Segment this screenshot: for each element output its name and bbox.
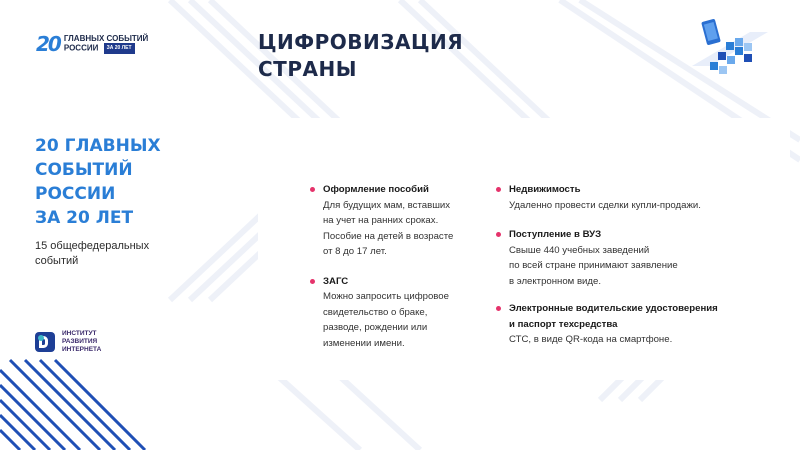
item-text: Свыше 440 учебных заведений (509, 244, 650, 256)
item-text: от 8 до 17 лет. (323, 246, 387, 257)
item-title: и паспорт техсредства (509, 318, 618, 330)
item-text: Удаленно провести сделки купли-продажи. (509, 199, 701, 211)
item-text: по всей стране принимают заявление (509, 260, 678, 271)
slide-title-line2: СТРАНЫ (258, 57, 357, 81)
item-title: Поступление в ВУЗ (509, 229, 602, 240)
bullet-dot (310, 279, 315, 284)
item-title: Электронные водительские удостоверения (509, 303, 718, 314)
services-right-column (495, 182, 765, 358)
item-title: Недвижимость (509, 184, 581, 195)
event-logo (36, 32, 148, 56)
slide-title-line1: ЦИФРОВИЗАЦИЯ (258, 30, 464, 54)
hero-title-line4: ЗА 20 ЛЕТ (35, 208, 134, 228)
institute-logo-line2: РАЗВИТИЯ (62, 338, 98, 345)
bullet-dot (496, 187, 501, 192)
item-text: разводе, рождении или (323, 322, 428, 333)
slide-title (258, 29, 463, 83)
services-left-column (309, 182, 499, 361)
event-logo-line2: РОССИИ (63, 43, 99, 53)
item-title: Оформление пособий (323, 184, 429, 195)
list-item (309, 274, 499, 352)
event-logo-number: 20 (36, 32, 60, 56)
institute-logo (35, 330, 101, 354)
list-item (309, 182, 499, 260)
bullet-dot (310, 187, 315, 192)
hero-subtitle: 15 общефедеральных событий (35, 240, 150, 267)
hero-title-line2: СОБЫТИЙ (35, 160, 133, 180)
item-text: Можно запросить цифровое (323, 291, 449, 302)
item-text: Для будущих мам, вставших (323, 199, 451, 211)
list-item (495, 182, 765, 213)
item-text: изменении имени. (323, 337, 405, 349)
institute-logo-line3: ИНТЕРНЕТА (62, 346, 102, 353)
hero-title (35, 134, 161, 230)
list-item (495, 227, 765, 289)
institute-logo-icon (35, 332, 55, 352)
institute-logo-line1: ИНСТИТУТ (62, 330, 97, 337)
item-text: Пособие на детей в возрасте (323, 230, 454, 242)
item-title: ЗАГС (323, 275, 349, 287)
tablet-pixels-icon (690, 16, 770, 80)
item-text: в электронном виде. (509, 275, 601, 287)
item-text: свидетельство о браке, (323, 306, 428, 318)
item-text: СТС, в виде QR-кода на смартфоне. (509, 334, 673, 345)
item-text: на учет на ранних сроках. (323, 215, 439, 226)
hero-title-line1: 20 ГЛАВНЫХ (35, 136, 161, 156)
list-item (495, 301, 765, 348)
event-logo-line1: ГЛАВНЫХ СОБЫТИЙ (63, 34, 149, 43)
event-logo-badge: ЗА 20 ЛЕТ (104, 43, 135, 54)
bullet-dot (496, 232, 501, 237)
hero-title-line3: РОССИИ (35, 184, 116, 204)
bullet-dot (496, 306, 501, 311)
